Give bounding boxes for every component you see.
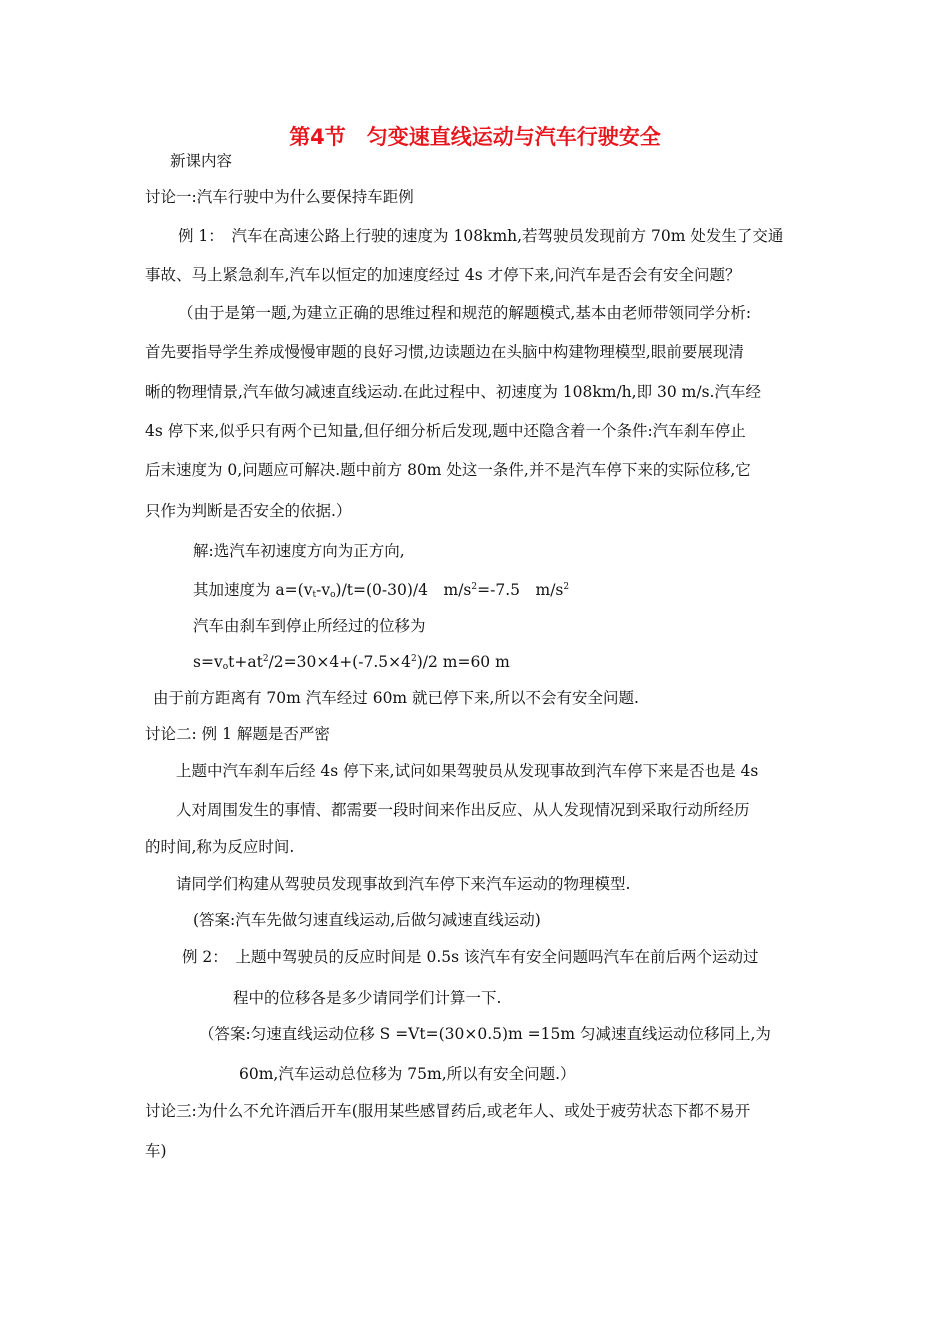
lesson-title: 第4节 匀变速直线运动与汽车行驶安全 bbox=[289, 125, 661, 149]
example-1-line-2: 事故、马上紧急刹车,汽车以恒定的加速度经过 4s 才停下来,问汽车是否会有安全问题？ bbox=[145, 266, 741, 284]
analysis-line: （由于是第一题,为建立正确的思维过程和规范的解题模式,基本由老师带领同学分析: bbox=[178, 304, 752, 322]
answer-2-line-1: （答案:匀速直线运动位移 S =Vt=(30×0.5)m =15m 匀减速直线运动位移同上,为 bbox=[199, 1025, 771, 1043]
analysis-line: 晰的物理情景,汽车做匀减速直线运动.在此过程中、初速度为 108km/h,即 30 m/s.汽车经 bbox=[145, 383, 761, 401]
displacement-formula: $s=v_ot+at^2/2=30\times 4+(-7.5\times 4^2)/2$ m=60 m bbox=[193, 653, 510, 672]
discussion-2-prompt: 请同学们构建从驾驶员发现事故到汽车停下来汽车运动的物理模型. bbox=[176, 875, 631, 893]
analysis-line: 只作为判断是否安全的依据.） bbox=[145, 502, 352, 520]
discussion-3-line-2: 车) bbox=[145, 1142, 167, 1160]
discussion-1-heading: 讨论一:汽车行驶中为什么要保持车距例 bbox=[145, 188, 414, 206]
discussion-2-paragraph-line: 的时间,称为反应时间. bbox=[145, 838, 295, 856]
discussion-2-paragraph-line: 人对周围发生的事情、都需要一段时间来作出反应、从人发现情况到采取行动所经历 bbox=[176, 801, 750, 819]
discussion-3-line-1: 讨论三:为什么不允许酒后开车(服用某些感冒药后,或老年人、或处于疲劳状态下都不易开 bbox=[145, 1102, 751, 1120]
example-2-line-1: 例 2： 上题中驾驶员的反应时间是 0.5s 该汽车有安全问题吗汽车在前后两个运动过 bbox=[182, 948, 759, 966]
acceleration-formula: 其加速度为 $a=(v_t-v_o)/t=(0-30)/4$ $m/s^2=-7.5$ $m/s^2$ bbox=[193, 581, 570, 600]
example-1-line-1: 例 1： 汽车在高速公路上行驶的速度为 108kmh,若驾驶员发现前方 70m 处发生了交通 bbox=[178, 227, 784, 245]
discussion-2-paragraph-line: 上题中汽车刹车后经 4s 停下来,试问如果驾驶员从发现事故到汽车停下来是否也是 4s bbox=[176, 762, 759, 780]
analysis-line: 4s 停下来,似乎只有两个已知量,但仔细分析后发现,题中还隐含着一个条件:汽车刹车停止 bbox=[145, 422, 746, 440]
solution-line-3: 汽车由刹车到停止所经过的位移为 bbox=[193, 617, 426, 635]
discussion-2-heading: 讨论二: 例 1 解题是否严密 bbox=[145, 725, 330, 743]
example-2-line-2: 程中的位移各是多少请同学们计算一下. bbox=[233, 989, 502, 1007]
section-label: 新课内容 bbox=[170, 152, 233, 170]
solution-line-1: 解:选汽车初速度方向为正方向, bbox=[193, 542, 405, 560]
analysis-line: 后末速度为 0,问题应可解决.题中前方 80m 处这一条件,并不是汽车停下来的实际位移,它 bbox=[145, 461, 751, 479]
solution-conclusion: 由于前方距离有 70m 汽车经过 60m 就已停下来,所以不会有安全问题. bbox=[153, 689, 639, 707]
answer-1: (答案:汽车先做匀速直线运动,后做匀减速直线运动) bbox=[193, 911, 541, 929]
analysis-line: 首先要指导学生养成慢慢审题的良好习惯,边读题边在头脑中构建物理模型,眼前要展现清 bbox=[145, 343, 744, 361]
answer-2-line-2: 60m,汽车运动总位移为 75m,所以有安全问题.） bbox=[239, 1065, 576, 1083]
